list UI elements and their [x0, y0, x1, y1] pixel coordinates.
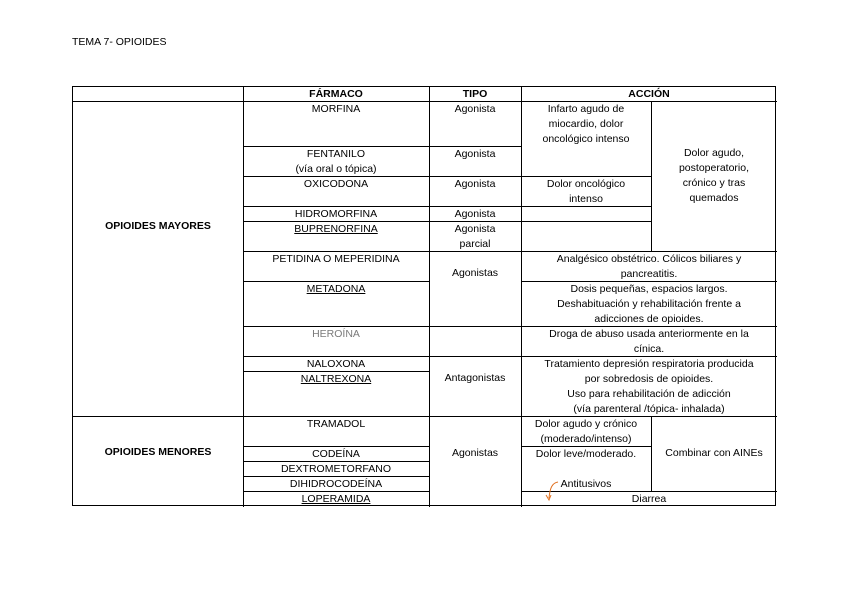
accion-antagonistas: [521, 357, 777, 417]
drug-oxicodona: OXICODONA: [303, 178, 369, 190]
tipo-antagonistas: Antagonistas: [444, 372, 506, 384]
accion-petidina: [521, 252, 777, 282]
tipo-fentanilo: Agonista: [454, 148, 496, 160]
drug-petidina: PETIDINA O MEPERIDINA: [272, 253, 400, 265]
accion-line: pancreatitis.: [620, 268, 678, 280]
drug-fentanilo-via: (vía oral o tópica): [295, 163, 377, 175]
drug-metadona-cell: [243, 282, 429, 297]
accion-diarrea: Diarrea: [631, 493, 667, 505]
accion-line: Dolor agudo y crónico: [534, 418, 638, 430]
drug-loperamida: LOPERAMIDA: [301, 493, 371, 505]
drug-loperamida-cell: [243, 492, 429, 507]
drug-buprenorfina-cell: [243, 222, 429, 237]
drug-metadona: METADONA: [306, 283, 366, 295]
accion-morfina: [521, 102, 651, 147]
drug-hidromorfina: HIDROMORFINA: [294, 208, 378, 220]
accion-line: Analgésico obstétrico. Cólicos biliares y: [556, 253, 742, 265]
tipo-buprenorfina-1: Agonista: [454, 223, 496, 235]
accion-line: (vía parenteral /tópica- inhalada): [573, 403, 725, 415]
accion-line: intenso: [569, 193, 603, 205]
accion-tramadol: [521, 417, 651, 447]
drug-naltrexona: NALTREXONA: [300, 373, 372, 385]
header-accion: ACCIÓN: [628, 88, 670, 100]
tipo-buprenorfina-2: parcial: [459, 238, 491, 250]
header-farmaco: FÁRMACO: [309, 88, 363, 100]
drug-fentanilo: FENTANILO: [306, 148, 366, 160]
accion-line: (moderado/intenso): [540, 433, 632, 445]
tipo-menores: Agonistas: [451, 447, 499, 459]
accion-line: adicciones de opioides.: [594, 313, 704, 325]
accion-line: crónico y tras: [682, 177, 746, 189]
drug-codeina: CODEÍNA: [312, 448, 360, 460]
group-opioides-menores: OPIOIDES MENORES: [104, 446, 212, 458]
tipo-hidromorfina: Agonista: [454, 208, 496, 220]
drug-dextrometorfano: DEXTROMETORFANO: [280, 463, 392, 475]
accion-codeina: Dolor leve/moderado.: [535, 448, 637, 460]
drug-tramadol: TRAMADOL: [306, 418, 366, 430]
accion-antitusivos: Antitusivos: [560, 478, 612, 490]
accion-metadona: [521, 282, 777, 327]
accion-line: postoperatorio,: [678, 162, 750, 174]
accion-line: cínica.: [633, 343, 665, 355]
opioids-table: [72, 86, 776, 506]
accion-line: Tratamiento depresión respiratoria producida: [544, 358, 754, 370]
accion-oxicodona: [521, 177, 651, 207]
accion-line: Dosis pequeñas, espacios largos.: [570, 283, 728, 295]
accion-line: Dolor agudo,: [683, 147, 745, 159]
accion-line: quemados: [689, 192, 739, 204]
annotation-arrow-icon: [544, 480, 560, 502]
accion-line: por sobredosis de opioides.: [584, 373, 714, 385]
accion-line: oncológico intenso: [542, 133, 630, 145]
header-tipo: TIPO: [462, 88, 488, 100]
drug-naltrexona-cell: [243, 372, 429, 387]
drug-naloxona: NALOXONA: [306, 358, 366, 370]
accion-heroina: [521, 327, 777, 357]
accion-line: Uso para rehabilitación de adicción: [567, 388, 731, 400]
accion-line: Deshabituación y rehabilitación frente a: [557, 298, 741, 310]
drug-morfina: MORFINA: [311, 103, 361, 115]
drug-heroina: HEROÍNA: [312, 328, 360, 340]
accion-aines: Combinar con AINEs: [665, 447, 763, 459]
tipo-petidina-metadona: Agonistas: [451, 267, 499, 279]
tipo-oxicodona: Agonista: [454, 178, 496, 190]
group-opioides-mayores: OPIOIDES MAYORES: [105, 220, 211, 232]
accion-line: Dolor oncológico: [546, 178, 626, 190]
document-title: TEMA 7- OPIOIDES: [72, 36, 167, 48]
drug-buprenorfina: BUPRENORFINA: [294, 223, 378, 235]
accion-line: miocardio, dolor: [548, 118, 624, 130]
accion-line: Droga de abuso usada anteriormente en la: [549, 328, 749, 340]
accion-dolor-agudo: [651, 146, 777, 206]
drug-dihidrocodeina: DIHIDROCODEÍNA: [289, 478, 383, 490]
accion-line: Infarto agudo de: [547, 103, 625, 115]
tipo-morfina: Agonista: [454, 103, 496, 115]
